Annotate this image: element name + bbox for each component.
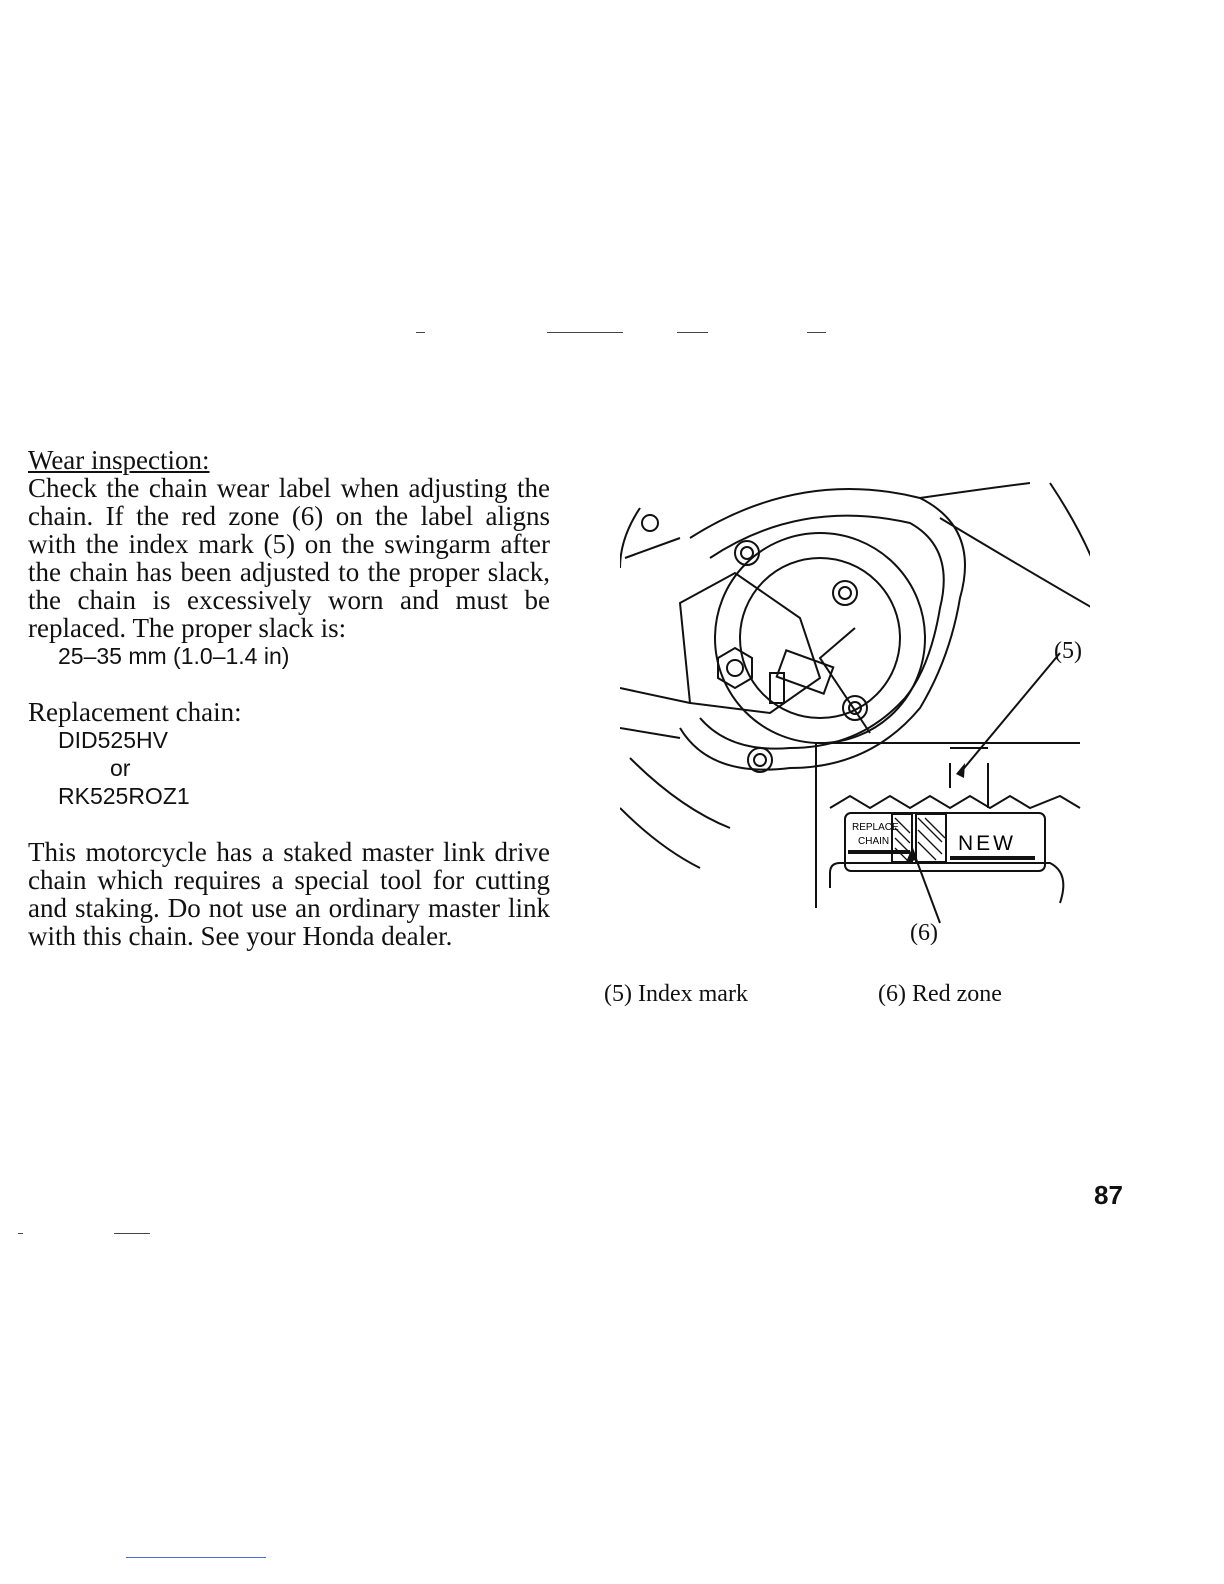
- label-replace-line2: CHAIN: [858, 836, 890, 847]
- swingarm-top: [625, 538, 680, 558]
- text-column: [28, 446, 550, 950]
- wear-inspection-heading: Wear inspection:: [28, 445, 210, 475]
- chain-part-2: RK525ROZ1: [58, 783, 190, 809]
- amber-zone-hatch: [918, 818, 945, 860]
- drive-chain-inner: [700, 516, 944, 749]
- caption-index-mark: (5) Index mark: [604, 981, 748, 1007]
- chain-part-1: DID525HV: [58, 727, 168, 753]
- scan-mark: [114, 1233, 150, 1234]
- chain-or: or: [110, 755, 131, 781]
- index-mark-lines: [950, 763, 988, 808]
- chain-adjuster-plate: [680, 573, 820, 713]
- scan-mark: [18, 1233, 23, 1234]
- wear-inspection-paragraph: Check the chain wear label when adjusting the chain. If the red zone (6) on the label aligns with the index mark (5) on the swingarm after the chain has been adjusted to the proper slack, the chain is excessively worn and must be replaced. The proper slack is:: [28, 473, 550, 643]
- fender-edge: [920, 483, 1030, 498]
- caption-red-zone: (6) Red zone: [878, 981, 1002, 1007]
- bottom-rule: [126, 1557, 266, 1558]
- callout-5: (5): [1054, 638, 1082, 664]
- scan-mark: [807, 332, 826, 333]
- label-new: NEW: [958, 832, 1016, 855]
- master-link-notice: This motorcycle has a staked master link drive chain which requires a special tool for cutting and staking. Do not use an ordinary master link with this chain. See your Honda dealer.: [28, 837, 550, 951]
- slack-spec: 25–35 mm (1.0–1.4 in): [58, 643, 290, 669]
- scan-mark: [416, 332, 425, 333]
- scan-mark: [547, 332, 623, 333]
- chain-wear-drawing: [620, 478, 1090, 958]
- callout-6: (6): [910, 920, 938, 946]
- chain-wear-illustration: [620, 478, 1090, 958]
- label-replace-line1: REPLACE: [852, 822, 899, 833]
- sprocket-inner: [740, 558, 900, 718]
- leader-5: [960, 653, 1060, 773]
- replacement-chain-heading: Replacement chain:: [28, 697, 242, 727]
- page-number: 87: [1094, 1180, 1123, 1210]
- label-zigzag: [830, 796, 1080, 808]
- scan-mark: [677, 332, 708, 333]
